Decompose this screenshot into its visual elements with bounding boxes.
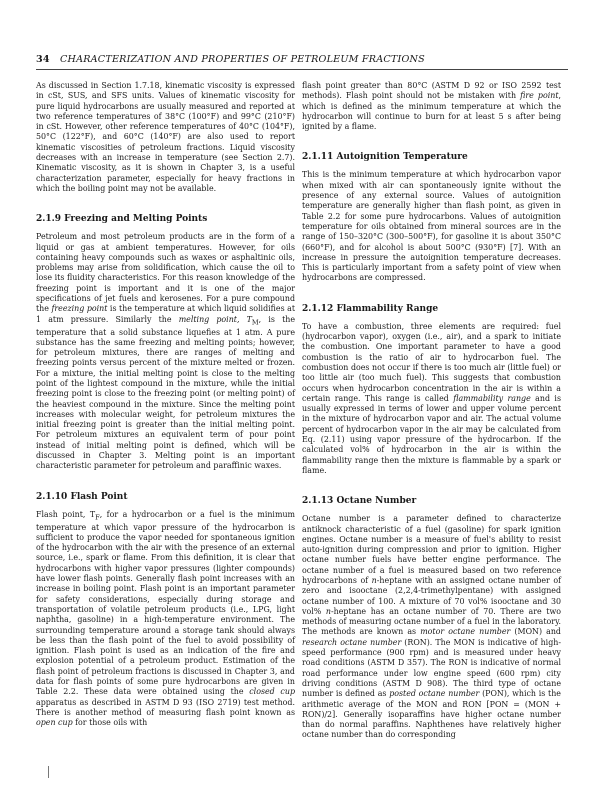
- heading-flash-point: 2.1.10 Flash Point: [36, 491, 128, 502]
- running-title: CHARACTERIZATION AND PROPERTIES OF PETROLEUM FRACTIONS: [60, 54, 425, 65]
- subscript-m: M: [251, 318, 259, 327]
- paragraph-octane-number: Octane number is a parameter defined to characterize antiknock characteristic of a fuel (gasoline) for spark ignition engines. Octane number is a measure of fuel's ability to resist auto-ignition during compression and prior to ignition. Higher octane number fuels have better engine performance. The octane number of a fuel is measured based on two reference hydrocarbons of n-heptane with an assigned octane number of zero and isooctane (2,2,4-trimethylpentane) with assigned octane number of 100. A mixture of 70 vol% isooctane and 30 vol% n-heptane has an octane number of 70. There are two methods of measuring octane number of a fuel in the laboratory. The methods are known as motor octane number (MON) and research octane number (RON). The MON is indicative of high-speed performance (900 rpm) and is measured under heavy road conditions (ASTM D 357). The RON is indicative of normal road performance under low engine speed (600 rpm) city driving conditions (ASTM D 908). The third type of octane number is defined as posted octane number (PON), which is the arithmetic average of the MON and RON [PON = (MON + RON)/2]. Generally isoparaffins have higher octane number than do normal paraffins. Naphthenes have relatively higher octane number than do corresponding: [302, 514, 561, 740]
- heading-flammability: 2.1.12 Flammability Range: [302, 303, 439, 314]
- left-column: [36, 81, 295, 728]
- heading-freezing-melting: 2.1.9 Freezing and Melting Points: [36, 214, 208, 225]
- heading-octane-number: 2.1.13 Octane Number: [302, 496, 417, 507]
- page-number: 34: [36, 54, 50, 65]
- running-head: [36, 54, 568, 65]
- term-fire-point: fire point: [520, 91, 559, 101]
- term-ron: research octane number: [302, 637, 402, 647]
- paragraph-fire-point: flash point greater than 80°C (ASTM D 92 or ISO 2592 test methods). Flash point should not be mistaken with fire point, which is defined as the minimum temperature at which the hydrocarbon will continue to burn for at least 5 s after being ignited by a flame.: [302, 81, 561, 132]
- header-rule: [36, 69, 568, 70]
- term-closed-cup: closed cup: [249, 687, 295, 697]
- term-mon: motor octane number: [420, 627, 511, 637]
- paragraph-autoignition: This is the minimum temperature at which hydrocarbon vapor when mixed with air can spontaneously ignite without the presence of any external source. Values of autoignition temperature are generally higher than flash point, as given in Table 2.2 for some pure hydrocarbons. Values of autoignition temperature for oils obtained from mineral sources are in the range of 150–320°C (300–500°F), for gasoline it is about 350°C (660°F), and for alcohol is about 500°C (930°F) [7]. With an increase in pressure the autoignition temperature decreases. This is particularly important from a safety point of view when hydrocarbons are compressed.: [302, 170, 561, 283]
- margin-mark: [48, 766, 49, 778]
- right-column: [302, 81, 561, 741]
- paragraph-flash-point: Flash point, $T_F$, for a hydrocarbon or a fuel is the minimum temperature at which vapor pressure of the hydrocarbon is sufficient to produce the vapor needed for spontaneous ignition of the hydrocarbon with the air with the presence of an external source, i.e., spark or flame. From this definition, it is clear that hydrocarbons with higher vapor pressures (lighter compounds) have lower flash points. Generally flash point increases with an increase in boiling point. Flash point is an important parameter for safety considerations, especially during storage and transportation of volatile petroleum products (i.e., LPG, light naphtha, gasoline) in a high-temperature environment. The surrounding temperature around a storage tank should always be less than the flash point of the fuel to avoid possibility of ignition. Flash point is used as an indication of the fire and explosion potential of a petroleum product. Estimation of the flash point of petroleum fractions is discussed in Chapter 3, and data for flash points of some pure hydrocarbons are given in Table 2.2. These data were obtained using the closed cup apparatus as described in ASTM D 93 (ISO 2719) test method. There is another method of measuring flash point known as open cup for those oils with: [36, 509, 296, 728]
- heading-autoignition: 2.1.11 Autoignition Temperature: [302, 152, 468, 163]
- paragraph-freezing-melting: Petroleum and most petroleum products are in the form of a liquid or gas at ambient temperatures. However, for oils containing heavy compounds such as waxes or asphaltinic oils, problems may arise from solidification, which cause the oil to lose its fluidity characteristics. For this reason knowledge of the freezing point is important and it is one of the major specifications of jet fuels and kerosenes. For a pure compound the freezing point is the temperature at which liquid solidifies at 1 atm pressure. Similarly the melting point, $T_M$, is the temperature that a solid substance liquefies at 1 atm. A pure substance has the same freezing and melting points; however, for petroleum mixtures, there are ranges of melting and freezing points versus percent of the mixture melted or frozen. For a mixture, the initial melting point is close to the melting point of the lightest compound in the mixture, while the initial freezing point is close to the freezing point (or melting point) of the heaviest compound in the mixture. Since the melting point increases with molecular weight, for petroleum mixtures the initial freezing point is greater than the initial melting point. For petroleum mixtures an equivalent term of pour point instead of initial melting point is defined, which will be discussed in Chapter 3. Melting point is an important characteristic parameter for petroleum and paraffinic waxes.: [36, 232, 296, 471]
- term-freezing-point: freezing point: [51, 304, 108, 314]
- term-open-cup: open cup: [36, 718, 73, 728]
- subscript-f: F: [95, 513, 100, 522]
- paragraph-flammability: To have a combustion, three elements are required: fuel (hydrocarbon vapor), oxygen (i.e., air), and a spark to initiate the combustion. One important parameter to have a good combustion is the ratio of air to hydrocarbon fuel. The combustion does not occur if there is too much air (little fuel) or too little air (too much fuel). This suggests that combustion occurs when hydrocarbon concentration in the air is within a certain range. This range is called flammability range and is usually expressed in terms of lower and upper volume percent in the mixture of hydrocarbon vapor and air. The actual volume percent of hydrocarbon vapor in the air may be calculated from Eq. (2.11) using vapor pressure of the hydrocarbon. If the calculated vol% of hydrocarbon in the air is within the flammability range then the mixture is flammable by a spark or flame.: [302, 321, 561, 475]
- term-melting-point: melting point, T: [178, 314, 252, 324]
- paragraph-kinematic-viscosity: As discussed in Section 1.7.18, kinematic viscosity is expressed in cSt, SUS, and SFS units. Values of kinematic viscosity for pure liquid hydrocarbons are usually measured and reported at two reference temperatures of 38°C (100°F) and 99°C (210°F) in cSt. However, other reference temperatures of 40°C (104°F), 50°C (122°F), and 60°C (140°F) are also used to report kinematic viscosities of petroleum fractions. Liquid viscosity decreases with an increase in temperature (see Section 2.7). Kinematic viscosity, as it is shown in Chapter 3, is a useful characterization parameter, especially for heavy fractions in which the boiling point may not be available.: [36, 81, 295, 193]
- term-flammability-range: flammability range: [453, 393, 531, 403]
- term-pon: posted octane number: [389, 689, 480, 699]
